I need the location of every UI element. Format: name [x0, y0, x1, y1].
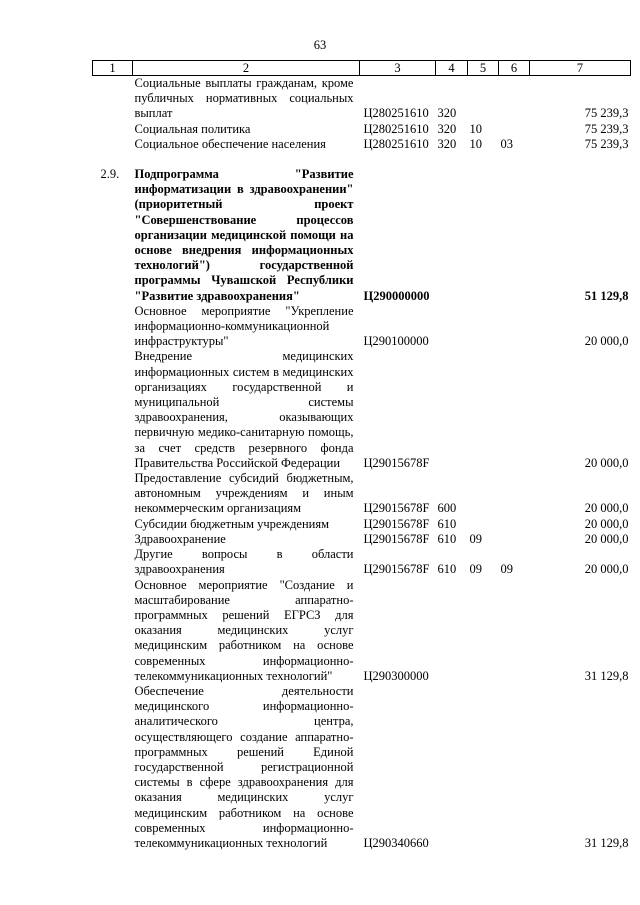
row-name: Социальное обеспечение населения: [134, 136, 326, 151]
row-subsection: [499, 517, 530, 532]
row-number: [93, 122, 133, 137]
row-number: [93, 304, 133, 350]
row-expense-type: 320: [437, 106, 457, 121]
row-name: Другие вопросы в области здравоохранения: [134, 547, 354, 577]
row-amount: 20 000,0: [584, 562, 629, 577]
row-amount: 20 000,0: [584, 455, 629, 470]
row-name: Подпрограмма "Развитие информатизации в здравоохранении" (приоритетный проект "Совершенствование процессов организации медицинской помощи на основе внедрения информационных технологий") государственной программы Чувашской Республики "Развитие здравоохранения": [134, 167, 354, 303]
row-subsection: [499, 471, 530, 517]
row-section: 09: [469, 531, 482, 546]
row-section: [468, 471, 499, 517]
header-cell: 4: [436, 61, 468, 76]
row-code: Ц290000000: [363, 288, 430, 303]
table-row: [93, 122, 631, 137]
row-amount: 51 129,8: [584, 288, 629, 303]
header-cell: 3: [360, 61, 436, 76]
table-row: [93, 684, 631, 851]
row-subsection: [499, 684, 530, 851]
row-subsection: [499, 349, 530, 471]
row-subsection: [499, 532, 530, 547]
row-expense-type: 610: [437, 531, 457, 546]
row-code: Ц290300000: [363, 668, 429, 683]
table-row: [93, 578, 631, 684]
row-subsection: [499, 578, 530, 684]
row-expense-type: 610: [437, 562, 457, 577]
row-amount: 75 239,3: [584, 121, 629, 136]
row-number: [93, 532, 133, 547]
table-row: [93, 349, 631, 471]
row-number: [93, 684, 133, 851]
row-code: Ц29015678F: [363, 516, 430, 531]
header-cell: 6: [499, 61, 530, 76]
row-number: [93, 471, 133, 517]
row-code: Ц280251610: [363, 121, 429, 136]
row-expense-type: [436, 578, 468, 684]
row-name: Здравоохранение: [134, 531, 226, 546]
row-number: [93, 76, 133, 122]
row-section: [468, 517, 499, 532]
row-name: Предоставление субсидий бюджетным, автономным учреждениям и иным некоммерческим организациям: [134, 471, 354, 516]
header-cell: 7: [530, 61, 631, 76]
row-number: 2.9.: [100, 167, 120, 182]
row-expense-type: 600: [437, 501, 457, 516]
row-number: [93, 137, 133, 152]
row-section: [468, 578, 499, 684]
row-expense-type: 320: [437, 121, 457, 136]
table-row: [93, 76, 631, 122]
row-amount: 31 129,8: [584, 835, 629, 850]
row-subsection: [499, 167, 530, 304]
row-name: Внедрение медицинских информационных систем в медицинских организациях государственной и муниципальной системы здравоохранения, оказывающих первичную медико-санитарную помощь, за счет средств резервного фонда Правительства Российской Федерации: [134, 349, 354, 470]
row-subsection: [499, 76, 530, 122]
row-section: [468, 684, 499, 851]
row-name: Субсидии бюджетным учреждениям: [134, 516, 330, 531]
row-code: Ц290100000: [363, 334, 429, 349]
row-amount: 31 129,8: [584, 668, 629, 683]
row-expense-type: [436, 349, 468, 471]
row-code: Ц29015678F: [363, 531, 430, 546]
row-expense-type: 610: [437, 516, 457, 531]
row-number: [93, 517, 133, 532]
table-row: [93, 532, 631, 547]
row-subsection: 09: [500, 562, 513, 577]
row-name: Основное мероприятие "Укрепление информационно-коммуникационной инфраструктуры": [134, 303, 354, 349]
row-number: [93, 578, 133, 684]
row-name: Основное мероприятие "Создание и масштабирование аппаратно-программных решений ЕГРСЗ для оказания медицинских услуг медицинским работником на основе современных информационно-телекоммуникационных технологий": [134, 577, 354, 683]
header-cell: 5: [468, 61, 499, 76]
row-section: [468, 349, 499, 471]
row-section: [468, 167, 499, 304]
row-name: Социальные выплаты гражданам, кроме публичных нормативных социальных выплат: [134, 76, 354, 121]
table-row: [93, 304, 631, 350]
table-row: [93, 167, 631, 304]
row-amount: 20 000,0: [584, 501, 629, 516]
row-subsection: [499, 122, 530, 137]
page-number: 63: [313, 38, 327, 52]
row-name: Социальная политика: [134, 121, 251, 136]
row-section: 09: [469, 562, 482, 577]
row-code: Ц290340660: [363, 835, 429, 850]
header-cell: 1: [93, 61, 133, 76]
table-header-row: [93, 61, 631, 76]
row-code: Ц280251610: [363, 106, 429, 121]
row-code: Ц29015678F: [363, 501, 430, 516]
row-subsection: 03: [500, 136, 513, 151]
row-amount: 20 000,0: [584, 334, 629, 349]
row-section: 10: [469, 121, 482, 136]
row-section: [468, 304, 499, 350]
header-cell: 2: [133, 61, 360, 76]
table-row: [93, 547, 631, 577]
row-section: 10: [469, 136, 482, 151]
row-number: [93, 349, 133, 471]
table-row: [93, 517, 631, 532]
spacer-row: [93, 152, 631, 167]
row-expense-type: 320: [437, 136, 457, 151]
row-expense-type: [436, 684, 468, 851]
row-amount: 75 239,3: [584, 136, 629, 151]
row-amount: 20 000,0: [584, 516, 629, 531]
table-row: [93, 137, 631, 152]
row-code: Ц29015678F: [363, 562, 430, 577]
row-subsection: [499, 304, 530, 350]
row-code: Ц29015678F: [363, 455, 430, 470]
row-expense-type: [436, 167, 468, 304]
row-section: [468, 76, 499, 122]
row-number: [93, 547, 133, 577]
row-amount: 20 000,0: [584, 531, 629, 546]
table-row: [93, 471, 631, 517]
budget-table: [92, 60, 631, 851]
row-expense-type: [436, 304, 468, 350]
row-amount: 75 239,3: [584, 106, 629, 121]
row-code: Ц280251610: [363, 136, 429, 151]
row-name: Обеспечение деятельности медицинского информационно-аналитического центра, осуществляющего создание аппаратно-программных решений Единой государственной регистрационной системы в сфере здравоохранения для оказания медицинских услуг медицинским работником на основе современных информационно-телекоммуникационных технологий: [134, 683, 354, 850]
